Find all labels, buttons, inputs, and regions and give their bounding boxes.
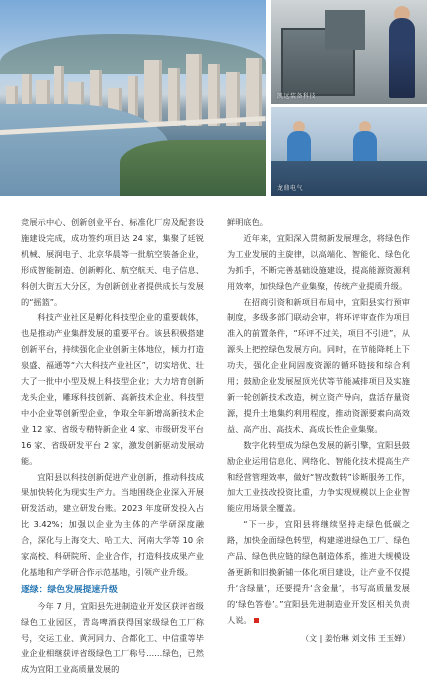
paragraph: 鲜明底色。 (227, 217, 268, 227)
byline: （文 | 姜怡琳 刘文伟 王玉婵） (301, 633, 410, 643)
paragraph: 竞展示中心、创新创业平台、标准化厂房及配套设施建设完成，成功签约项目达 24 家，集聚了廷锐机械、展润电子、北京华晨等一批航空装备企业，形成智能制造、创新孵化、航空航天、电子信息、科创大街五大分区，为创新创业者提供成长与发展的“摇篮”。 (21, 217, 204, 307)
section-heading: 逐绿：绿色发展提速升级 (21, 584, 118, 595)
paragraph: 科技产业社区是孵化科技型企业的重要载体，也是推动产业集群发展的重要平台。该县积极搭建创新平台，持续强化企业创新主体地位，倾力打造泉盛、福通等“六大科技产业社区”，切实培优、壮大了一批中小型及规上科技型企业；大力培育创新龙头企业，雕琢科技创新、高新技术企业、科技型中小企业等创新型企业，争取全年新增高新技术企业 12 家、省级专精特新企业 4 家、市级研发平台 16 家、省级研发平台 2 家，激发创新驱动发展动能。 (21, 312, 204, 466)
paragraph: 今年 7 月，宜阳县先进制造业开发区获评省级绿色工业园区，青岛啤酒获得国家级绿色工厂称号，交运工业、黄河同力、合都化工、中信重等毕业企业相继获评省级绿色工厂称号……绿色，已然成为宜阳工业高质量发展的 (21, 600, 204, 675)
factory-photo (271, 0, 427, 104)
article-column-right (227, 215, 410, 646)
city-photo (0, 0, 266, 196)
paragraph: 宜阳县以科技创新促进产业创新，推动科技成果加快转化为现实生产力。当地围绕企业深入开展研发活动，建立研发台账。2023 年度研发投入占比 3.42%；加强以企业为主体的产学研深度融合，深化与上海交大、哈工大、河南大学等 10 余家高校、科研院所、企业合作，打造科技成果产业化基地和产学研合作示范基地，引领产业升级。 (21, 471, 204, 577)
paragraph-text: “下一步，宜阳县将继续坚持走绿色低碳之路，加快金面绿色转型，构建递进绿色工厂、绿色产品、绿色供应链的绿色制造体系，推进大规模设备更新和旧换新铺一体化项目建设，让产业不仅提升‘含绿量’，还要提升‘含金量’，书写高质量发展的‘绿色答卷’。”宜阳县先进制造业开发区相关负责人说。 (227, 519, 410, 625)
article-column-left (21, 215, 204, 678)
end-mark-icon (254, 618, 259, 623)
workshop-photo-caption: 龙鼎电气 (277, 185, 304, 192)
machine-arm-shape (325, 10, 365, 50)
paragraph-last (227, 517, 410, 628)
workshop-photo (271, 107, 427, 196)
paragraph: 近年来，宜阳深入贯彻新发展理念，将绿色作为工业发展的主旋律，以高端化、智能化、绿色化为抓手，不断完善基础设施建设，提高能源资源利用效率，加快绿色产业集聚，传统产业提质升级。 (227, 232, 410, 291)
paragraph: 在招商引资和新项目布局中，宜阳县实行预审制度，多级多部门联动会审，将环评审查作为项目准入的前置条件，“环评不过关，项目不引进”，从源头上把控绿色发展方向。同时，在节能降耗上下功夫，强化企业间固废资源的循环链接和综合利用；鼓励企业发展屋顶光伏等节能减排项目及实施新一轮创新技术改造，树立资产导向，盘活存量资源，提升土地集约利用程度，推动资源要素向高效益、高产出、高技术、高成长性企业集聚。 (227, 296, 410, 434)
worker-figure (389, 18, 415, 98)
paragraph: 数字化转型成为绿色发展的新引擎，宜阳县鼓励企业运用信息化、网络化、智能化技术提高生产和经营管理效率，做好“智改数转”诊断服务工作，加大工业技改投资比重，力争实现规模以上企业智能应用场景全覆盖。 (227, 439, 410, 514)
green-area (120, 140, 266, 196)
factory-photo-caption: 凯远装备科技 (277, 93, 317, 100)
